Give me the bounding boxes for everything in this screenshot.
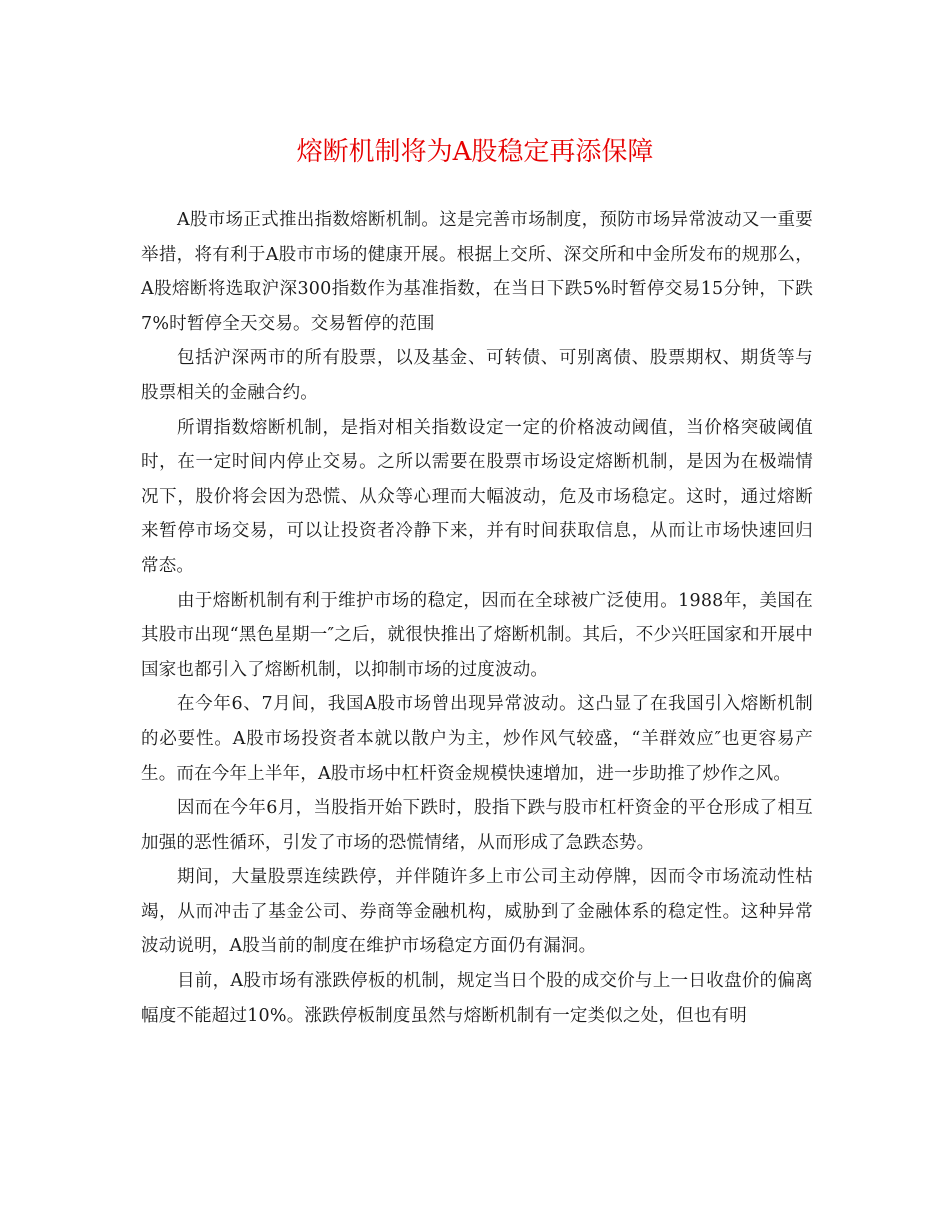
paragraph-1: A股市场正式推出指数熔断机制。这是完善市场制度，预防市场异常波动又一重要举措，将有利于A股市市场的健康开展。根据上交所、深交所和中金所发布的规那么，A股熔断将选取沪深300指数作为基准指数，在当日下跌5%时暂停交易15分钟，下跌7%时暂停全天交易。交易暂停的范围 xyxy=(141,210,813,334)
paragraph-5: 在今年6、7月间，我国A股市场曾出现异常波动。这凸显了在我国引入熔断机制的必要性。A股市场投资者本就以散户为主，炒作风气较盛，“羊群效应″也更容易产生。而在今年上半年，A股市场中杠杆资金规模快速增加，进一步助推了炒作之风。 xyxy=(141,694,813,784)
paragraph-3: 所谓指数熔断机制，是指对相关指数设定一定的价格波动阈值，当价格突破阈值时，在一定时间内停止交易。之所以需要在股票市场设定熔断机制，是因为在极端情况下，股价将会因为恐慌、从众等心理而大幅波动，危及市场稳定。这时，通过熔断来暂停市场交易，可以让投资者冷静下来，并有时间获取信息，从而让市场快速回归常态。 xyxy=(141,417,813,576)
paragraph-6: 因而在今年6月，当股指开始下跌时，股指下跌与股市杠杆资金的平仓形成了相互加强的恶性循环，引发了市场的恐慌情绪，从而形成了急跌态势。 xyxy=(141,798,813,853)
paragraph-8: 目前，A股市场有涨跌停板的机制，规定当日个股的成交价与上一日收盘价的偏离幅度不能超过10%。涨跌停板制度虽然与熔断机制有一定类似之处，但也有明 xyxy=(141,971,813,1026)
paragraph-2: 包括沪深两市的所有股票，以及基金、可转债、可别离债、股票期权、期货等与股票相关的金融合约。 xyxy=(141,348,813,403)
document-body xyxy=(141,203,813,1033)
paragraph-7: 期间，大量股票连续跌停，并伴随许多上市公司主动停牌，因而令市场流动性枯竭，从而冲击了基金公司、券商等金融机构，威胁到了金融体系的稳定性。这种异常波动说明，A股当前的制度在维护市场稳定方面仍有漏洞。 xyxy=(141,867,813,957)
paragraph-4: 由于熔断机制有利于维护市场的稳定，因而在全球被广泛使用。1988年，美国在其股市出现“黑色星期一″之后，就很快推出了熔断机制。其后，不少兴旺国家和开展中国家也都引入了熔断机制，以抑制市场的过度波动。 xyxy=(141,590,813,680)
document-title: 熔断机制将为A股稳定再添保障 xyxy=(296,137,654,167)
